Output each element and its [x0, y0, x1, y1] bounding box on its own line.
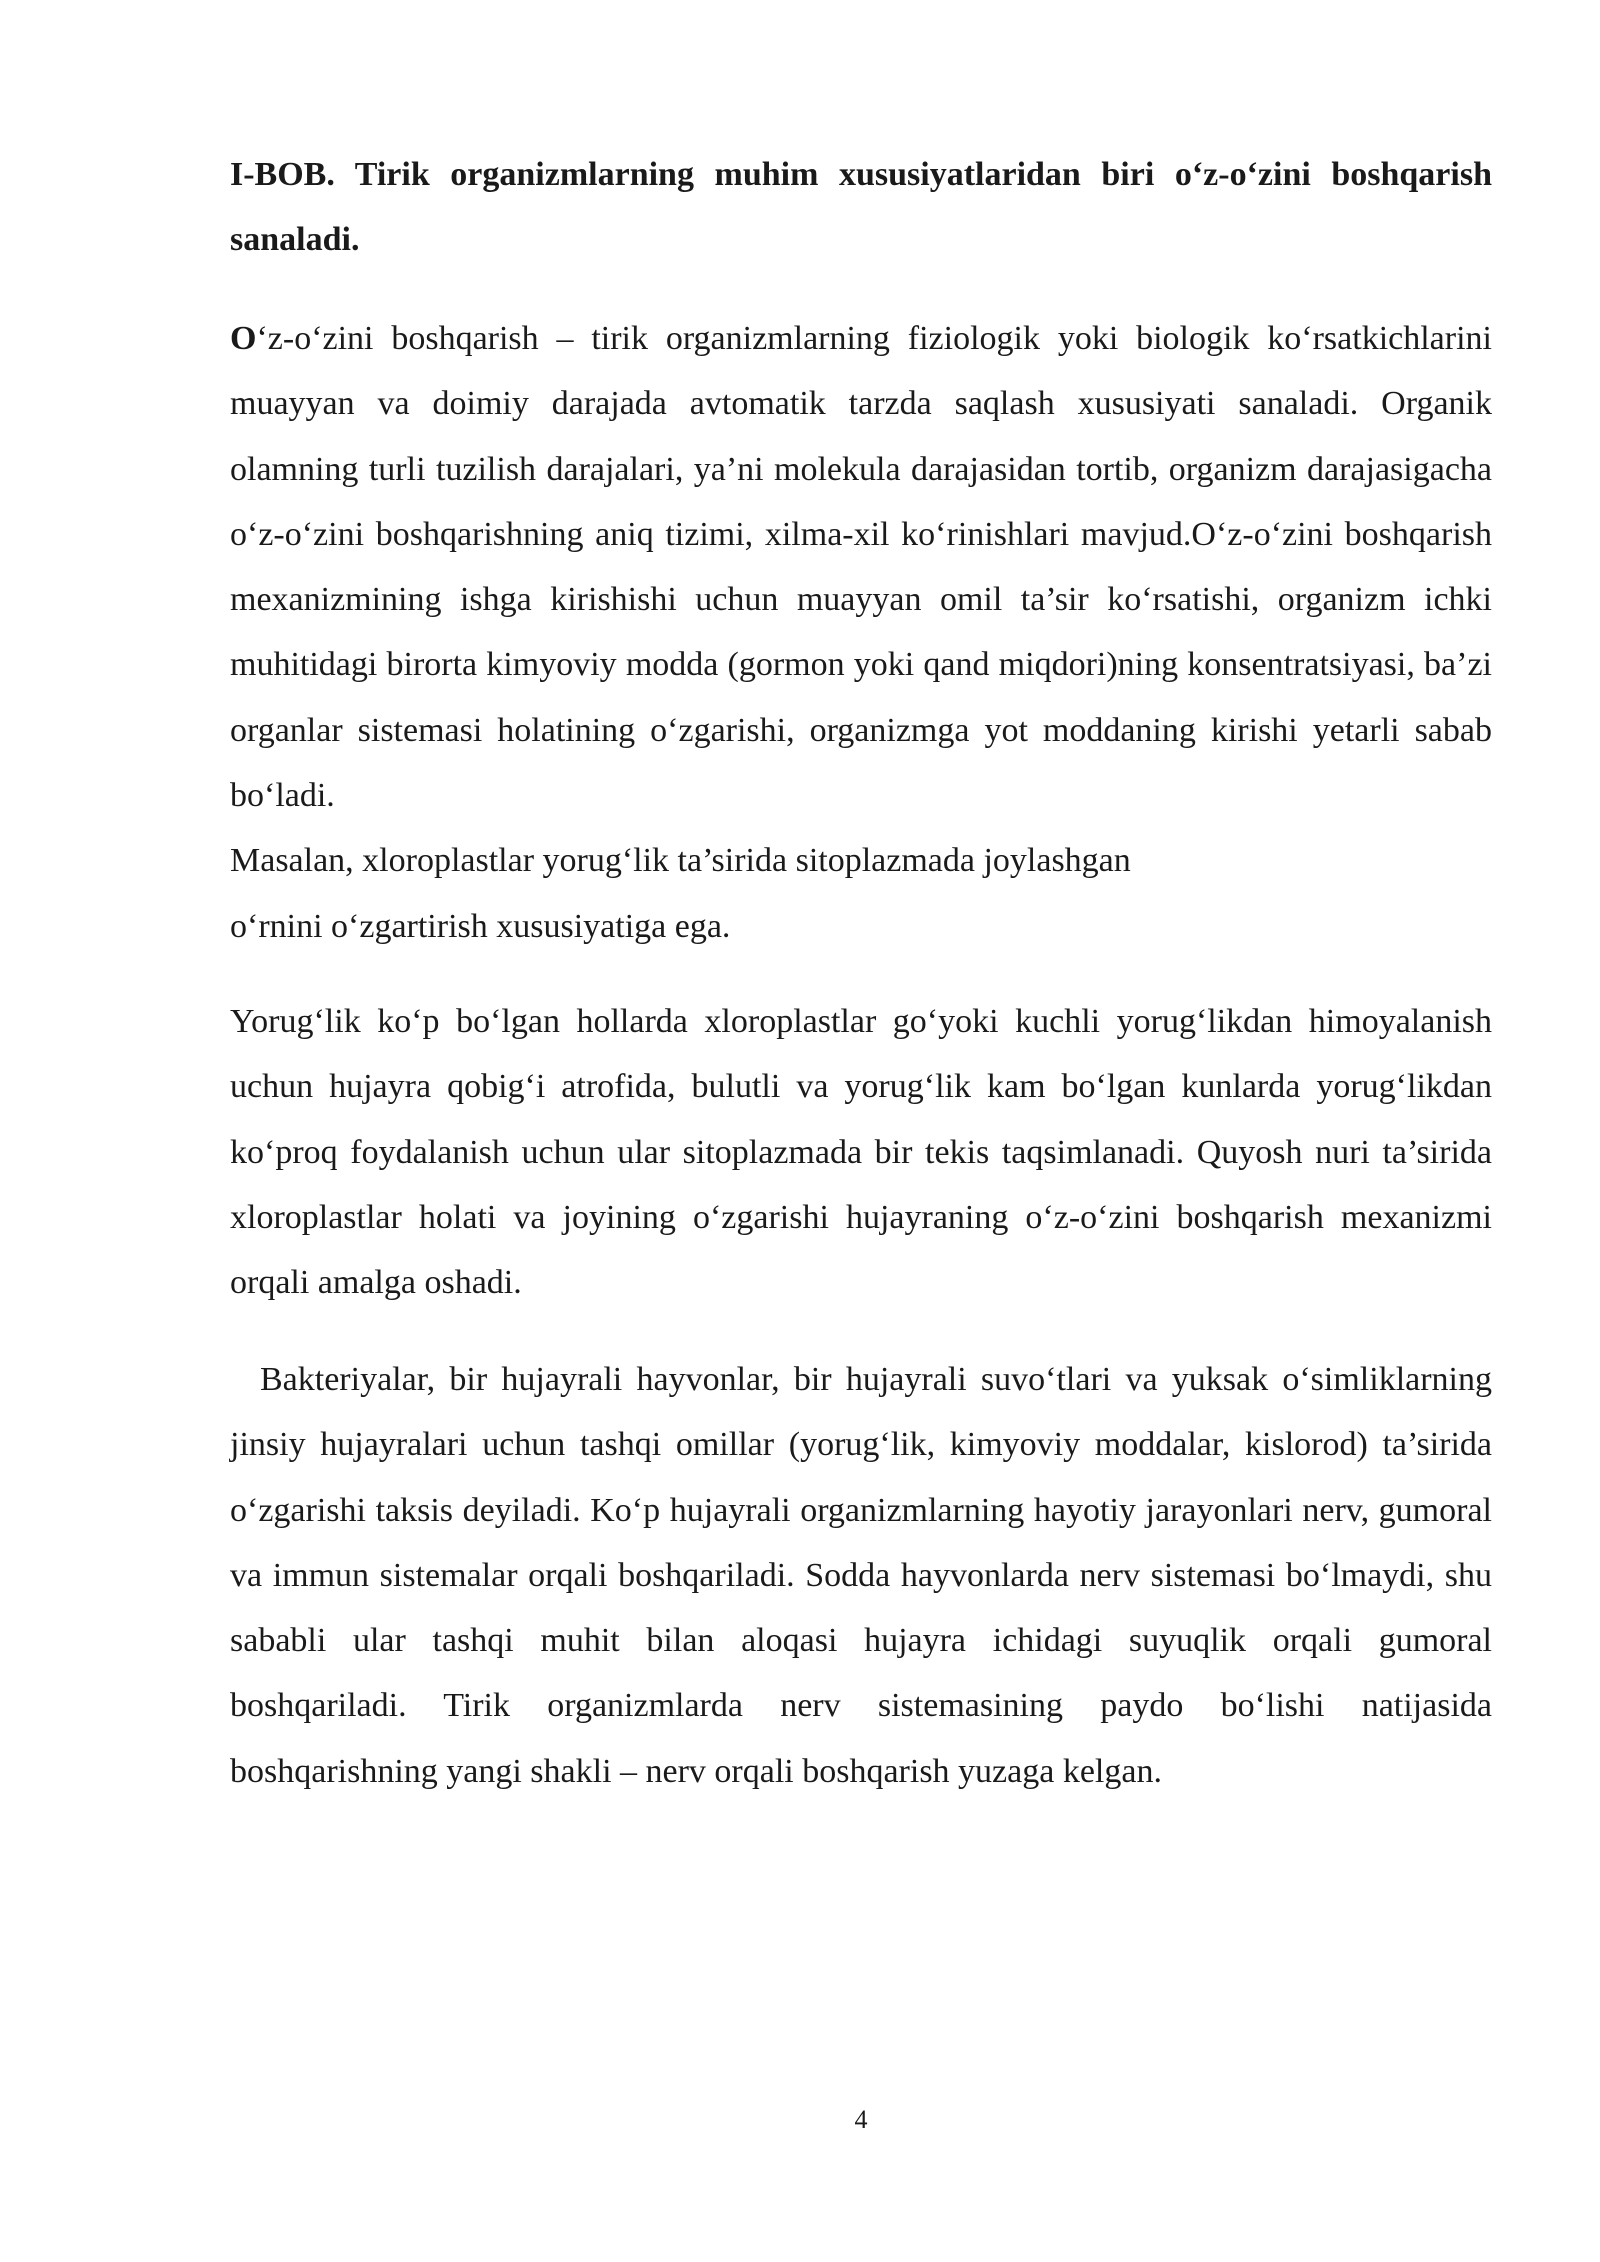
paragraph-chloroplasts: Yorug‘lik ko‘p bo‘lgan hollarda xloroplastlar go‘yoki kuchli yorug‘likdan himoyalanish uchun hujayra qobig‘i atrofida, bulutli va yorug‘lik kam bo‘lgan kunlarda yorug‘likdan ko‘proq foydalanish uchun ular sitoplazmada bir tekis taqsimlanadi. Quyosh nuri ta’sirida xloroplastlar holati va joyining o‘zgarishi hujayraning o‘z-o‘zini boshqarish mexanizmi orqali amalga oshadi. — [230, 1003, 1492, 1302]
document-page — [230, 0, 1492, 2262]
paragraph-example-line: Masalan, xloroplastlar yorug‘lik ta’sirida sitoplazmada joylashgan — [230, 842, 1131, 880]
paragraph-body: ‘z-o‘zini boshqarish – tirik organizmlarning fiziologik yoki biologik ko‘rsatkichlarini muayyan va doimiy darajada avtomatik tarzda saqlash xususiyati sanaladi. Organik olamning turli tuzilish darajalari, ya’ni molekula darajasidan tortib, organizm darajasigacha o‘z-o‘zini boshqarishning aniq tizimi, xilma-xil ko‘rinishlari mavjud.O‘z-o‘zini boshqarish mexanizmining ishga kirishishi uchun muayyan omil ta’sir ko‘rsatishi, organizm ichki muhitidagi birorta kimyoviy modda (gormon yoki qand miqdori)ning konsentratsiyasi, ba’zi organlar sistemasi holatining o‘zgarishi, organizmga yot moddaning kirishi yetarli sabab bo‘ladi. — [230, 320, 1492, 815]
paragraph-taxis: Bakteriyalar, bir hujayrali hayvonlar, bir hujayrali suvo‘tlari va yuksak o‘simliklarning jinsiy hujayralari uchun tashqi omillar (yorug‘lik, kimyoviy moddalar, kislorod) ta’sirida o‘zgarishi taksis deyiladi. Ko‘p hujayrali organizmlarning hayotiy jarayonlari nerv, gumoral va immun sistemalar orqali boshqariladi. Sodda hayvonlarda nerv sistemasi bo‘lmaydi, shu sababli ular tashqi muhit bilan aloqasi hujayra ichidagi suyuqlik orqali gumoral boshqariladi. Tirik organizmlarda nerv sistemasining paydo bo‘lishi natijasida boshqarishning yangi shakli – nerv orqali boshqarish yuzaga kelgan. — [230, 1361, 1492, 1790]
chapter-heading: I-BOB. Tirik organizmlarning muhim xususiyatlaridan biri o‘z-o‘zini boshqarish sanaladi. — [230, 156, 1492, 258]
paragraph-lead-letter: O — [230, 320, 257, 357]
page-number: 4 — [854, 2105, 868, 2134]
paragraph-self-regulation — [230, 306, 1492, 959]
paragraph-example-line: o‘rnini o‘zgartirish xususiyatiga ega. — [230, 907, 731, 945]
